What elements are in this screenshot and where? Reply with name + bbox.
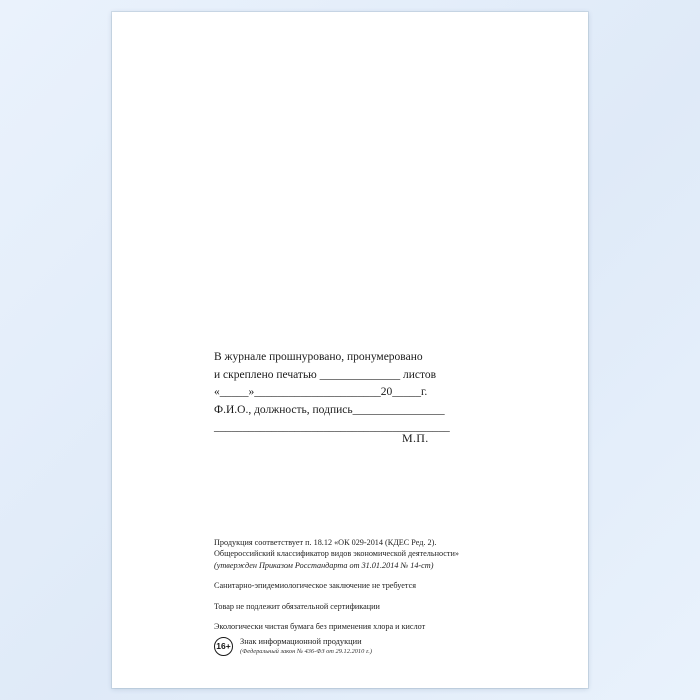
age-mark-law: (Федеральный закон № 436-ФЗ от 29.12.2010 г.) [240, 648, 373, 655]
statement-line-5: _________________________________________ [214, 421, 450, 433]
conformity-line-2: Общероссийский классификатор видов экономической деятельности» [214, 549, 459, 559]
legal-paragraph-conformity [214, 537, 554, 571]
legal-paragraph-certification [214, 601, 554, 612]
certification-line-1: Товар не подлежит обязательной сертификации [214, 601, 380, 611]
age-mark-row [214, 636, 372, 656]
conformity-line-1: Продукция соответствует п. 18.12 «ОК 029-2014 (КДЕС Ред. 2). [214, 538, 437, 547]
age-mark-text [240, 636, 372, 656]
statement-line-4: Ф.И.О., должность, подпись________________ [214, 403, 445, 416]
statement-line-1: В журнале прошнуровано, пронумеровано [214, 351, 423, 363]
sanitary-line-1: Санитарно-эпидемиологическое заключение не требуется [214, 581, 416, 591]
statement-line-2: и скреплено печатью ______________ листов [214, 368, 437, 381]
legal-paragraph-eco-paper [214, 621, 554, 632]
binding-statement-block [214, 349, 544, 437]
document-page [112, 12, 588, 688]
seal-place-label: М.П. [402, 431, 429, 445]
legal-paragraph-sanitary [214, 580, 554, 591]
eco-paper-line-1: Экологически чистая бумага без применения хлора и кислот [214, 622, 426, 632]
legal-notices-block [214, 537, 554, 632]
age-rating-icon: 16+ [214, 637, 233, 656]
conformity-line-3: (утвержден Приказом Росстандарта от 31.01.2014 № 14-ст) [214, 560, 434, 570]
statement-line-3: «_____»______________________20_____г. [214, 386, 428, 398]
age-mark-caption: Знак информационной продукции [240, 637, 362, 646]
